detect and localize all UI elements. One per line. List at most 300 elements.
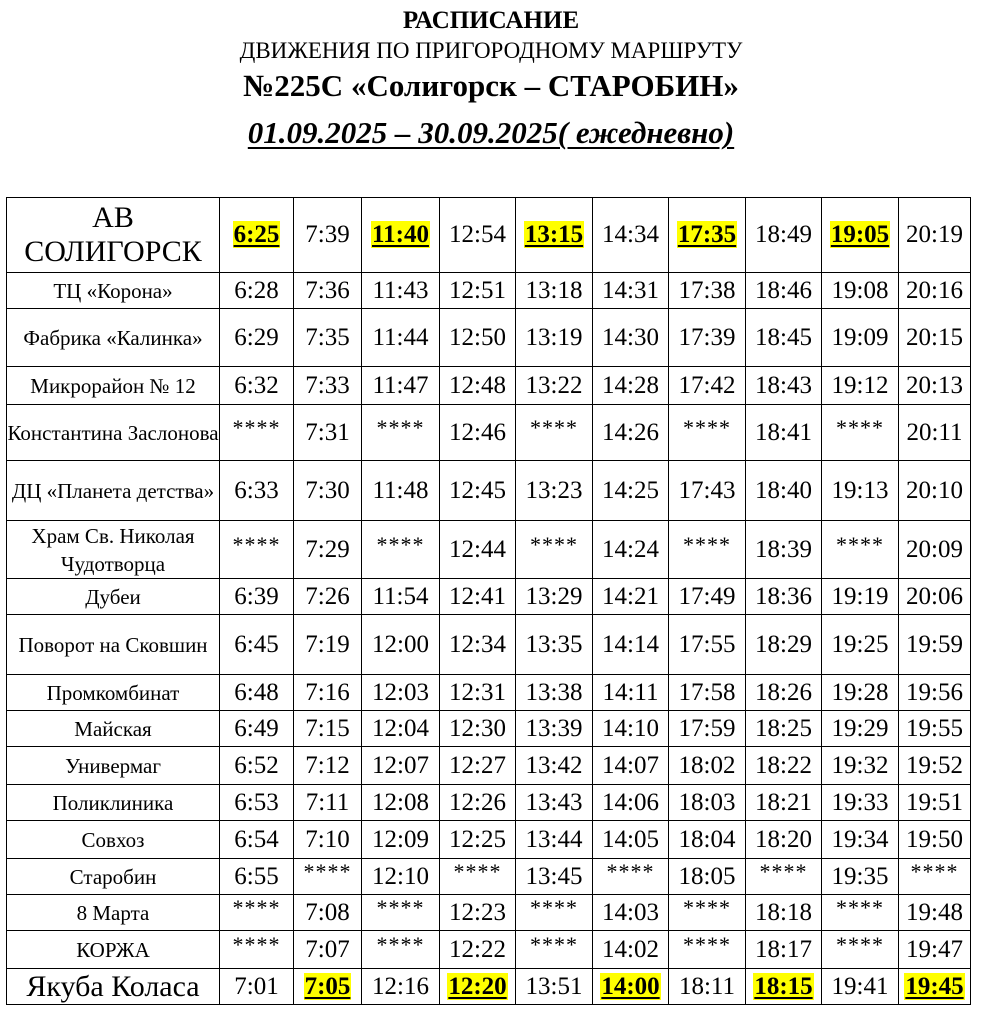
table-row: [7, 969, 971, 1005]
time-cell: [516, 969, 593, 1005]
departure-time: 19:13: [831, 476, 889, 504]
stop-name: Дубеи: [7, 579, 220, 615]
stop-name: ТЦ «Корона»: [7, 273, 220, 309]
departure-time: 18:11: [678, 972, 736, 1000]
departure-time: 12:09: [372, 825, 429, 853]
stop-name: Универмаг: [7, 747, 220, 785]
departure-time: 6:48: [234, 678, 279, 706]
time-cell: [294, 931, 362, 969]
departure-time: 12:23: [449, 898, 506, 926]
departure-time: 14:21: [602, 582, 659, 610]
departure-time: 13:39: [525, 714, 583, 742]
time-cell: [669, 198, 746, 273]
table-row: [7, 579, 971, 615]
departure-time: 13:42: [525, 751, 583, 779]
no-stop-marker: ****: [836, 894, 884, 920]
time-cell: [746, 969, 822, 1005]
time-cell: [516, 931, 593, 969]
time-cell: [516, 785, 593, 821]
time-cell: [899, 969, 971, 1005]
time-cell: [669, 273, 746, 309]
departure-time: 12:03: [372, 678, 429, 706]
departure-time: 18:02: [678, 751, 736, 779]
time-cell: [220, 273, 294, 309]
departure-time: 17:58: [678, 678, 736, 706]
time-cell: [220, 309, 294, 367]
stop-name: Микрорайон № 12: [7, 367, 220, 405]
departure-time: 20:13: [906, 371, 963, 399]
departure-time: 20:06: [906, 582, 963, 610]
departure-time: 13:43: [525, 788, 583, 816]
departure-time: 17:55: [678, 630, 736, 658]
time-cell: [294, 859, 362, 895]
departure-time: 6:53: [234, 788, 279, 816]
no-stop-marker: ****: [530, 931, 578, 957]
table-row: [7, 309, 971, 367]
stop-name: Поворот на Сковшин: [7, 615, 220, 675]
departure-time: 17:39: [678, 323, 736, 351]
departure-time: 7:35: [305, 323, 350, 351]
departure-time: 18:05: [678, 862, 736, 890]
time-cell: [746, 821, 822, 859]
time-cell: [362, 461, 440, 521]
departure-time: 13:22: [525, 371, 583, 399]
departure-time: 6:54: [234, 825, 279, 853]
document-subtitle: ДВИЖЕНИЯ ПО ПРИГОРОДНОМУ МАРШРУТУ: [239, 38, 743, 63]
departure-time: 13:35: [525, 630, 583, 658]
table-row: [7, 931, 971, 969]
departure-time: 12:00: [372, 630, 429, 658]
time-cell: [440, 198, 516, 273]
time-cell: [440, 821, 516, 859]
departure-time: 14:00: [601, 972, 660, 1000]
time-cell: [822, 821, 899, 859]
departure-time: 19:09: [831, 323, 889, 351]
time-cell: [516, 198, 593, 273]
time-cell: [746, 367, 822, 405]
departure-time: 19:55: [906, 714, 963, 742]
departure-time: 18:39: [755, 535, 812, 563]
departure-time: 14:34: [602, 221, 659, 248]
departure-time: 14:14: [602, 630, 659, 658]
time-cell: [822, 198, 899, 273]
stop-name: АВ СОЛИГОРСК: [7, 198, 220, 273]
departure-time: 6:28: [234, 276, 279, 304]
time-cell: [440, 273, 516, 309]
departure-time: 7:07: [305, 935, 350, 963]
time-cell: [593, 309, 669, 367]
time-cell: [516, 405, 593, 461]
departure-time: 7:30: [305, 476, 350, 504]
time-cell: [669, 931, 746, 969]
time-cell: [899, 461, 971, 521]
stop-name: Старобин: [7, 859, 220, 895]
departure-time: 20:10: [906, 476, 963, 504]
time-cell: [899, 579, 971, 615]
departure-time: 12:34: [449, 630, 506, 658]
time-cell: [669, 579, 746, 615]
time-cell: [516, 367, 593, 405]
time-cell: [746, 931, 822, 969]
departure-time: 6:33: [234, 476, 279, 504]
no-stop-marker: ****: [376, 531, 425, 557]
departure-time: 18:43: [755, 371, 812, 399]
time-cell: [899, 895, 971, 931]
time-cell: [516, 521, 593, 579]
departure-time: 19:59: [906, 630, 963, 658]
time-cell: [593, 711, 669, 747]
time-cell: [899, 711, 971, 747]
time-cell: [294, 615, 362, 675]
time-cell: [899, 405, 971, 461]
time-cell: [822, 367, 899, 405]
no-stop-marker: ****: [453, 858, 502, 884]
time-cell: [593, 895, 669, 931]
time-cell: [362, 747, 440, 785]
departure-time: 7:39: [305, 221, 350, 248]
departure-time: 17:49: [678, 582, 736, 610]
time-cell: [362, 675, 440, 711]
time-cell: [220, 931, 294, 969]
departure-time: 12:26: [449, 788, 506, 816]
time-cell: [593, 675, 669, 711]
departure-time: 14:30: [602, 323, 659, 351]
no-stop-marker: ****: [836, 414, 884, 440]
time-cell: [220, 859, 294, 895]
departure-time: 14:10: [602, 714, 659, 742]
time-cell: [516, 747, 593, 785]
time-cell: [220, 367, 294, 405]
time-cell: [220, 747, 294, 785]
no-stop-marker: ****: [683, 931, 731, 957]
departure-time: 12:08: [372, 788, 429, 816]
departure-time: 12:22: [449, 935, 506, 963]
time-cell: [362, 579, 440, 615]
departure-time: 19:41: [831, 972, 889, 1000]
time-cell: [362, 367, 440, 405]
time-cell: [593, 521, 669, 579]
time-cell: [362, 405, 440, 461]
stop-name: 8 Марта: [7, 895, 220, 931]
table-row: [7, 198, 971, 273]
time-cell: [899, 821, 971, 859]
time-cell: [362, 931, 440, 969]
time-cell: [362, 273, 440, 309]
time-cell: [822, 895, 899, 931]
departure-time: 12:41: [449, 582, 506, 610]
departure-time: 13:44: [525, 825, 583, 853]
time-cell: [440, 747, 516, 785]
departure-time: 7:19: [305, 630, 350, 658]
departure-time: 6:52: [234, 751, 279, 779]
departure-time: 11:54: [372, 582, 429, 610]
departure-time: 12:16: [372, 972, 429, 1000]
time-cell: [746, 579, 822, 615]
table-row: [7, 273, 971, 309]
departure-time: 20:15: [906, 323, 963, 351]
time-cell: [440, 969, 516, 1005]
time-cell: [822, 273, 899, 309]
departure-time: 12:30: [449, 714, 506, 742]
departure-time: 19:12: [831, 371, 889, 399]
no-stop-marker: ****: [759, 858, 808, 884]
time-cell: [516, 895, 593, 931]
departure-time: 18:46: [755, 276, 812, 304]
departure-time: 17:42: [678, 371, 736, 399]
departure-time: 19:56: [906, 678, 963, 706]
time-cell: [746, 405, 822, 461]
time-cell: [362, 859, 440, 895]
time-cell: [294, 895, 362, 931]
time-cell: [440, 579, 516, 615]
time-cell: [220, 461, 294, 521]
time-cell: [220, 579, 294, 615]
departure-time: 6:45: [234, 630, 279, 658]
time-cell: [746, 273, 822, 309]
departure-time: 6:49: [234, 714, 279, 742]
stop-name: Фабрика «Калинка»: [7, 309, 220, 367]
departure-time: 18:22: [755, 751, 812, 779]
time-cell: [899, 273, 971, 309]
departure-time: 13:23: [525, 476, 583, 504]
departure-time: 17:59: [678, 714, 736, 742]
time-cell: [362, 521, 440, 579]
route-title: №225С «Солигорск – СТАРОБИН»: [243, 68, 739, 103]
time-cell: [440, 615, 516, 675]
departure-time: 19:32: [831, 751, 889, 779]
time-cell: [669, 895, 746, 931]
time-cell: [220, 521, 294, 579]
time-cell: [899, 785, 971, 821]
no-stop-marker: ****: [376, 931, 425, 957]
departure-time: 11:47: [372, 371, 429, 399]
departure-time: 12:45: [449, 476, 506, 504]
no-stop-marker: ****: [683, 894, 731, 920]
no-stop-marker: ****: [683, 414, 731, 440]
departure-time: 20:16: [906, 276, 963, 304]
departure-time: 11:48: [372, 476, 429, 504]
no-stop-marker: ****: [530, 531, 578, 557]
time-cell: [746, 461, 822, 521]
time-cell: [440, 461, 516, 521]
time-cell: [220, 969, 294, 1005]
no-stop-marker: ****: [683, 531, 731, 557]
departure-time: 7:29: [305, 535, 350, 563]
departure-time: 6:29: [234, 323, 279, 351]
stop-name: Поликлиника: [7, 785, 220, 821]
departure-time: 18:45: [755, 323, 812, 351]
departure-time: 11:44: [372, 323, 429, 351]
departure-time: 14:26: [602, 418, 659, 446]
departure-time: 18:36: [755, 582, 812, 610]
departure-time: 7:15: [305, 714, 350, 742]
departure-time: 18:20: [755, 825, 812, 853]
time-cell: [220, 895, 294, 931]
departure-time: 7:31: [305, 418, 350, 446]
departure-time: 7:05: [304, 972, 351, 1000]
time-cell: [822, 785, 899, 821]
time-cell: [899, 367, 971, 405]
departure-time: 19:05: [830, 221, 890, 248]
departure-time: 6:32: [234, 371, 279, 399]
departure-time: 12:44: [449, 535, 506, 563]
departure-time: 14:05: [602, 825, 659, 853]
departure-time: 12:07: [372, 751, 429, 779]
departure-time: 6:39: [234, 582, 279, 610]
time-cell: [593, 367, 669, 405]
no-stop-marker: ****: [232, 414, 281, 440]
time-cell: [516, 615, 593, 675]
table-row: [7, 675, 971, 711]
departure-time: 6:55: [234, 862, 279, 890]
time-cell: [899, 859, 971, 895]
departure-time: 12:54: [449, 221, 506, 248]
time-cell: [669, 711, 746, 747]
departure-time: 14:07: [602, 751, 659, 779]
departure-time: 17:43: [678, 476, 736, 504]
departure-time: 13:18: [525, 276, 583, 304]
time-cell: [440, 309, 516, 367]
departure-time: 20:09: [906, 535, 963, 563]
departure-time: 7:08: [305, 898, 350, 926]
departure-time: 14:24: [602, 535, 659, 563]
time-cell: [593, 461, 669, 521]
departure-time: 13:15: [524, 221, 584, 248]
departure-time: 6:25: [233, 221, 280, 248]
time-cell: [822, 615, 899, 675]
stop-name: Якуба Коласа: [7, 969, 220, 1005]
time-cell: [440, 895, 516, 931]
no-stop-marker: ****: [530, 894, 578, 920]
no-stop-marker: ****: [232, 931, 281, 957]
time-cell: [822, 521, 899, 579]
no-stop-marker: ****: [232, 531, 281, 557]
time-cell: [822, 747, 899, 785]
time-cell: [746, 309, 822, 367]
table-row: [7, 895, 971, 931]
departure-time: 12:50: [449, 323, 506, 351]
stop-name: Совхоз: [7, 821, 220, 859]
departure-time: 18:49: [755, 221, 812, 248]
time-cell: [220, 675, 294, 711]
time-cell: [440, 931, 516, 969]
departure-time: 12:31: [449, 678, 506, 706]
table-row: [7, 461, 971, 521]
time-cell: [593, 198, 669, 273]
departure-time: 14:11: [602, 678, 659, 706]
time-cell: [362, 615, 440, 675]
time-cell: [669, 785, 746, 821]
departure-time: 18:25: [755, 714, 812, 742]
table-row: [7, 821, 971, 859]
departure-time: 18:21: [755, 788, 812, 816]
time-cell: [899, 931, 971, 969]
departure-time: 14:25: [602, 476, 659, 504]
document-title: РАСПИСАНИЕ: [402, 7, 580, 34]
time-cell: [822, 931, 899, 969]
time-cell: [440, 859, 516, 895]
time-cell: [746, 521, 822, 579]
stop-name: Промкомбинат: [7, 675, 220, 711]
time-cell: [294, 821, 362, 859]
time-cell: [294, 785, 362, 821]
time-cell: [362, 969, 440, 1005]
time-cell: [822, 969, 899, 1005]
time-cell: [899, 309, 971, 367]
time-cell: [294, 273, 362, 309]
departure-time: 17:35: [677, 221, 737, 248]
time-cell: [362, 711, 440, 747]
departure-time: 13:45: [525, 862, 583, 890]
no-stop-marker: ****: [606, 858, 655, 884]
time-cell: [899, 198, 971, 273]
time-cell: [669, 461, 746, 521]
departure-time: 19:33: [831, 788, 889, 816]
departure-time: 18:15: [754, 972, 813, 1000]
departure-time: 18:40: [755, 476, 812, 504]
time-cell: [899, 615, 971, 675]
time-cell: [593, 969, 669, 1005]
departure-time: 7:12: [305, 751, 350, 779]
time-cell: [822, 675, 899, 711]
departure-time: 18:04: [678, 825, 736, 853]
time-cell: [516, 675, 593, 711]
time-cell: [746, 785, 822, 821]
time-cell: [440, 785, 516, 821]
departure-time: 20:19: [906, 221, 963, 248]
departure-time: 19:19: [831, 582, 889, 610]
time-cell: [669, 367, 746, 405]
table-row: [7, 367, 971, 405]
departure-time: 12:48: [449, 371, 506, 399]
time-cell: [669, 675, 746, 711]
time-cell: [294, 675, 362, 711]
schedule-table: [6, 197, 971, 1005]
departure-time: 13:29: [525, 582, 583, 610]
time-cell: [669, 521, 746, 579]
departure-time: 14:28: [602, 371, 659, 399]
table-row: [7, 405, 971, 461]
time-cell: [440, 405, 516, 461]
time-cell: [294, 198, 362, 273]
departure-time: 19:28: [831, 678, 889, 706]
departure-time: 14:03: [602, 898, 659, 926]
stop-name: Майская: [7, 711, 220, 747]
departure-time: 19:51: [906, 788, 963, 816]
time-cell: [669, 309, 746, 367]
departure-time: 14:31: [602, 276, 659, 304]
time-cell: [669, 969, 746, 1005]
time-cell: [294, 711, 362, 747]
departure-time: 7:16: [305, 678, 350, 706]
departure-time: 18:41: [755, 418, 812, 446]
no-stop-marker: ****: [232, 894, 281, 920]
time-cell: [746, 675, 822, 711]
table-row: [7, 859, 971, 895]
departure-time: 13:38: [525, 678, 583, 706]
departure-time: 11:40: [372, 221, 429, 248]
departure-time: 17:38: [678, 276, 736, 304]
departure-time: 19:25: [831, 630, 889, 658]
time-cell: [440, 521, 516, 579]
departure-time: 12:25: [449, 825, 506, 853]
time-cell: [593, 405, 669, 461]
time-cell: [669, 859, 746, 895]
table-row: [7, 785, 971, 821]
stop-name: Храм Св. Николая Чудотворца: [7, 521, 220, 579]
time-cell: [822, 405, 899, 461]
no-stop-marker: ****: [910, 858, 959, 884]
